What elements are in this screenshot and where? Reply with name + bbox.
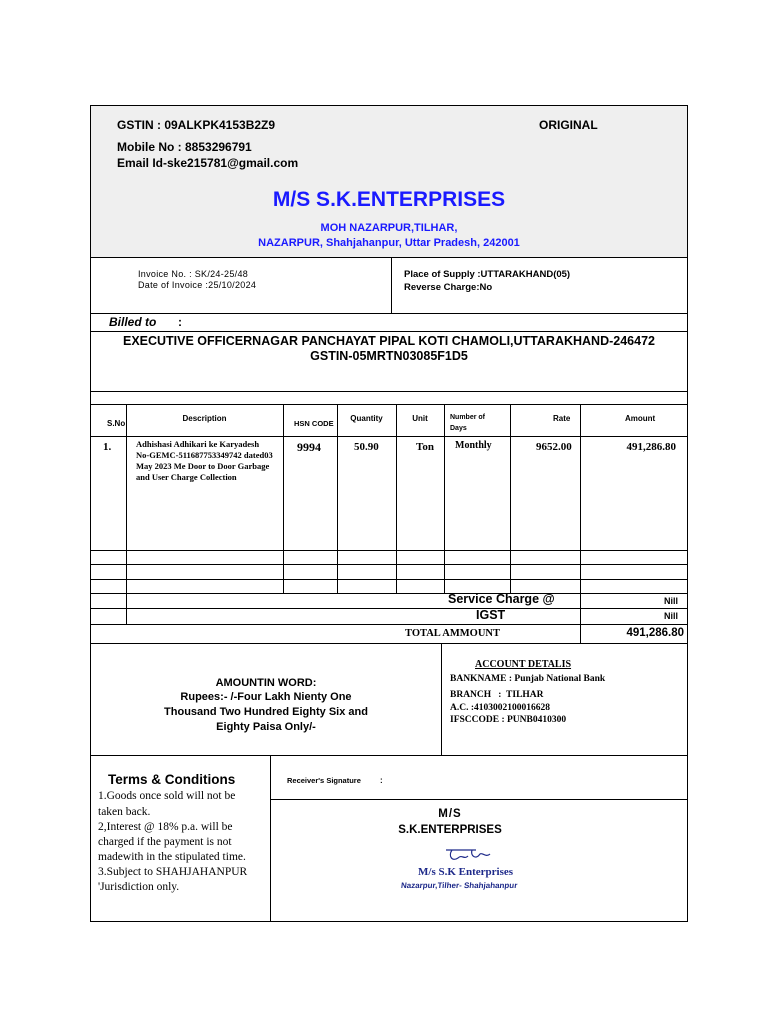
copy-type: ORIGINAL xyxy=(539,118,598,132)
row-quantity: 50.90 xyxy=(354,441,379,453)
row-amount: 491,286.80 xyxy=(626,441,676,453)
account-number: A.C. :4103002100016628 xyxy=(450,703,551,713)
company-address-line2: NAZARPUR, Shahjahanpur, Uttar Pradesh, 242001 xyxy=(258,237,520,249)
seller-email: Email Id-ske215781@gmail.com xyxy=(117,156,299,170)
igst-value: Nill xyxy=(663,611,678,621)
header-hsn: HSN CODE xyxy=(294,419,334,428)
billed-to-colon: : xyxy=(178,315,182,329)
row-unit: Ton xyxy=(416,441,434,453)
account-branch: BRANCH : TILHAR xyxy=(450,690,544,700)
header-rate: Rate xyxy=(553,414,571,423)
table-row-line xyxy=(90,564,688,565)
buyer-name: EXECUTIVE OFFICERNAGAR PANCHAYAT PIPAL KOTI CHAMOLI,UTTARAKHAND-246472 xyxy=(122,334,655,348)
terms-line: 2,Interest @ 18% p.a. will be xyxy=(98,821,233,833)
place-of-supply: Place of Supply :UTTARAKHAND(05) xyxy=(404,269,571,280)
header-sno: S.No xyxy=(107,419,126,428)
divider xyxy=(90,331,688,332)
reverse-charge: Reverse Charge:No xyxy=(404,282,493,293)
table-row-line xyxy=(90,624,688,625)
seller-gstin: GSTIN : 09ALKPK4153B2Z9 xyxy=(117,118,276,132)
row-sno: 1. xyxy=(103,441,112,453)
amount-words-line: Rupees:- /-Four Lakh Nienty One xyxy=(180,691,352,703)
receiver-signature-label: Receiver's Signature xyxy=(287,776,361,785)
terms-line: 'Jurisdiction only. xyxy=(98,881,180,893)
table-top-border xyxy=(90,404,688,405)
stamp-name: M/s S.K Enterprises xyxy=(418,866,514,878)
header-amount: Amount xyxy=(625,414,656,423)
amount-words-heading: AMOUNTIN WORD: xyxy=(215,677,317,689)
divider xyxy=(270,755,271,922)
header-quantity: Quantity xyxy=(350,414,383,423)
terms-line: 3.Subject to SHAHJAHANPUR xyxy=(98,866,248,878)
company-name: M/S S.K.ENTERPRISES xyxy=(272,188,506,211)
divider xyxy=(441,643,442,755)
row-hsn: 9994 xyxy=(297,440,321,454)
terms-line: madewith in the stipulated time. xyxy=(98,851,246,863)
account-bank: BANKNAME : Punjab National Bank xyxy=(450,674,606,684)
divider xyxy=(90,391,688,392)
igst-label: IGST xyxy=(476,608,506,622)
buyer-gstin: GSTIN-05MRTN03085F1D5 xyxy=(310,349,468,363)
row-days: Monthly xyxy=(455,440,492,451)
row-description-line: No-GEMC-511687753349742 dated03 xyxy=(136,450,273,460)
handwritten-signature xyxy=(442,842,498,866)
row-description-line: Adhishasi Adhikari ke Karyadesh xyxy=(136,439,260,449)
account-heading: ACCOUNT DETALIS xyxy=(475,659,572,670)
seller-mobile: Mobile No : 8853296791 xyxy=(117,140,252,154)
table-header-border xyxy=(90,436,688,437)
row-rate: 9652.00 xyxy=(536,441,572,453)
divider xyxy=(90,257,688,258)
table-row-line xyxy=(90,550,688,551)
table-row-line xyxy=(90,579,688,580)
table-column-line xyxy=(126,404,127,624)
total-value: 491,286.80 xyxy=(626,627,684,639)
terms-line: 1.Goods once sold will not be xyxy=(98,790,236,802)
header-days-line2: Days xyxy=(450,425,467,432)
header-description: Description xyxy=(182,414,227,423)
billed-to-label: Billed to xyxy=(109,315,157,329)
signatory-ms: M/S xyxy=(438,808,462,820)
table-row-line xyxy=(90,608,688,609)
table-row-line xyxy=(90,643,688,644)
amount-words-line: Eighty Paisa Only/- xyxy=(216,721,316,733)
service-charge-value: Nill xyxy=(663,596,678,606)
divider xyxy=(391,257,392,313)
signatory-company: S.K.ENTERPRISES xyxy=(398,824,502,836)
divider xyxy=(90,313,688,314)
amount-words-line: Thousand Two Hundred Eighty Six and xyxy=(164,706,368,718)
terms-heading: Terms & Conditions xyxy=(108,772,236,787)
receiver-signature-colon: : xyxy=(380,776,383,785)
stamp-address: Nazarpur,Tilher- Shahjahanpur xyxy=(400,881,518,890)
total-label: TOTAL AMMOUNT xyxy=(405,628,500,639)
row-description-line: May 2023 Me Door to Door Garbage xyxy=(136,461,270,471)
company-address-line1: MOH NAZARPUR,TILHAR, xyxy=(320,222,458,234)
table-row-line xyxy=(90,593,688,594)
divider xyxy=(90,755,688,756)
header-unit: Unit xyxy=(412,414,428,423)
terms-line: taken back. xyxy=(98,806,151,818)
service-charge-label: Service Charge @ xyxy=(448,592,555,606)
row-description-line: and User Charge Collection xyxy=(136,472,237,482)
invoice-date: Date of Invoice :25/10/2024 xyxy=(138,280,257,290)
terms-line: charged if the payment is not xyxy=(98,836,232,848)
divider xyxy=(270,799,688,800)
invoice-number: Invoice No. : SK/24-25/48 xyxy=(138,269,249,279)
header-days-line1: Number of xyxy=(450,414,485,421)
account-ifsc: IFSCCODE : PUNB0410300 xyxy=(450,715,567,725)
